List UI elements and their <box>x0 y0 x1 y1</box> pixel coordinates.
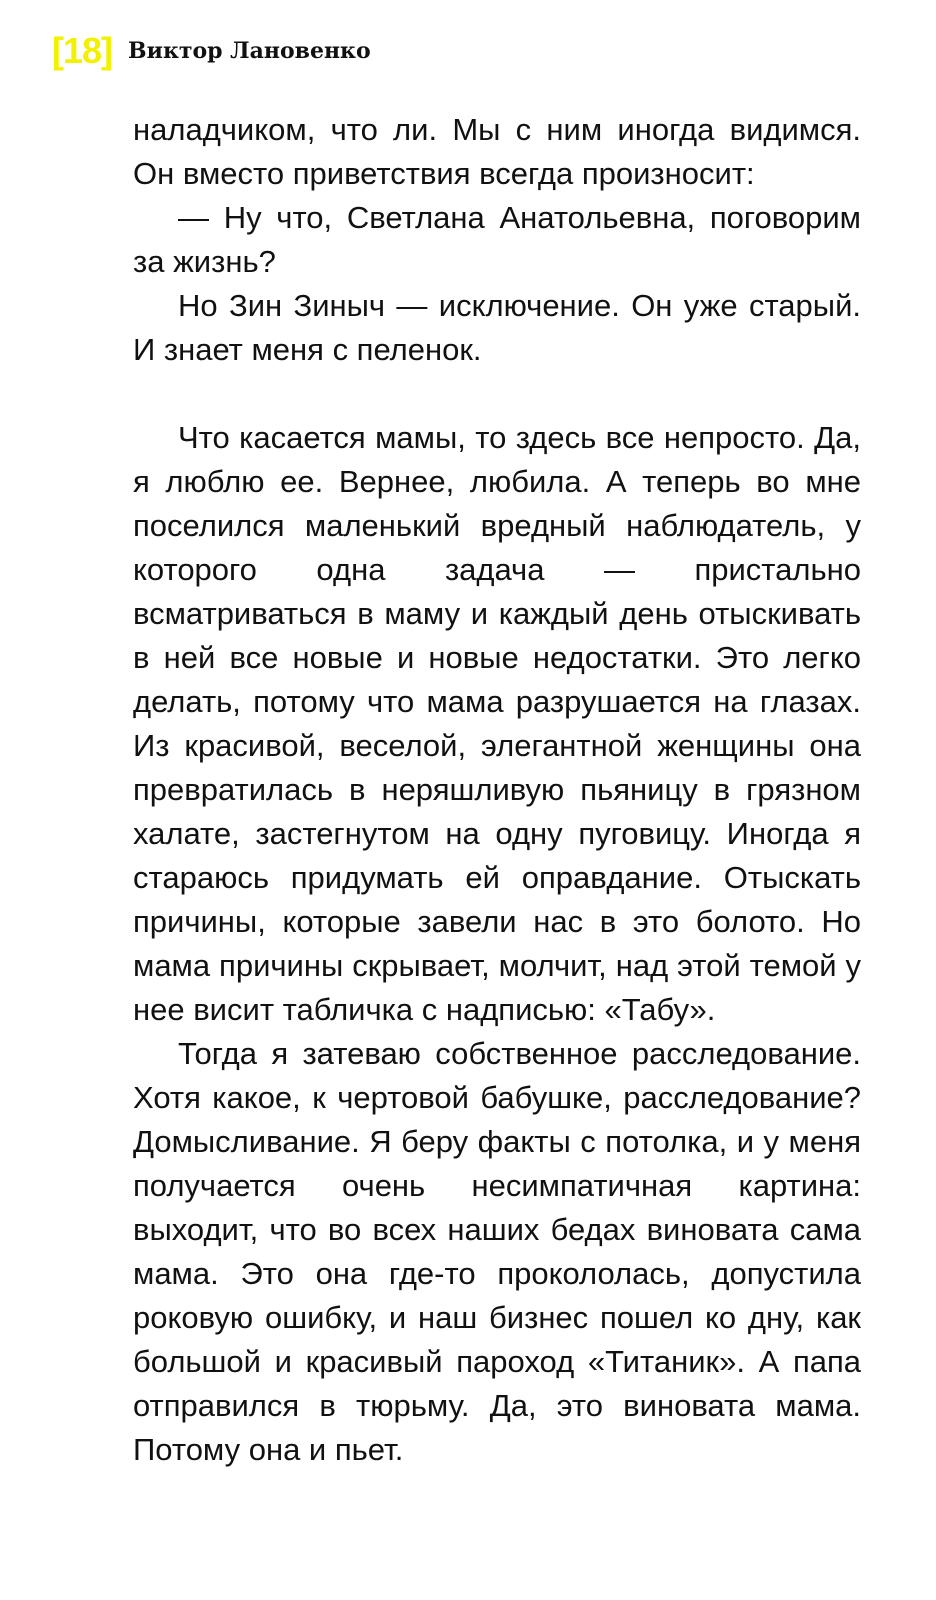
paragraph-dialogue: — Ну что, Светлана Анатольевна, поговорим за жизнь? <box>133 200 861 279</box>
page-number: [18] <box>52 30 113 71</box>
paragraph: Что касается мамы, то здесь все непросто. Да, я люблю ее. Вернее, любила. А теперь во мне поселился маленький вредный наблюдатель, у которого одна задача — пристально всматриваться в маму и каждый день отыскивать в ней все новые и новые недостатки. Это легко делать, потому что мама разрушается на глазах. Из красивой, веселой, элегантной женщины она превратилась в неряшливую пьяницу в грязном халате, застегнутом на одну пуговицу. Иногда я стараюсь придумать ей оправдание. Отыскать причины, которые завели нас в это болото. Но мама причины скрывает, молчит, над этой темой у нее висит табличка с надписью: «Табу». <box>133 420 861 1027</box>
paragraph: Но Зин Зиныч — исключение. Он уже старый. И знает меня с пеленок. <box>133 288 861 367</box>
body-text <box>133 108 861 1472</box>
paragraph-continuation: наладчиком, что ли. Мы с ним иногда видимся. Он вместо приветствия всегда произносит: <box>133 112 861 191</box>
page-header <box>52 28 371 74</box>
running-head-author: Виктор Лановенко <box>128 38 371 64</box>
paragraph: Тогда я затеваю собственное расследование. Хотя какое, к чертовой бабушке, расследование? Домысливание. Я беру факты с потолка, и у меня получается очень несимпатичная картина: выходит, что во всех наших бедах виновата сама мама. Это она где-то прокололась, допустила роковую ошибку, и наш бизнес пошел ко дну, как большой и красивый пароход «Титаник». А папа отправился в тюрьму. Да, это виновата мама. Потому она и пьет. <box>133 1036 861 1467</box>
